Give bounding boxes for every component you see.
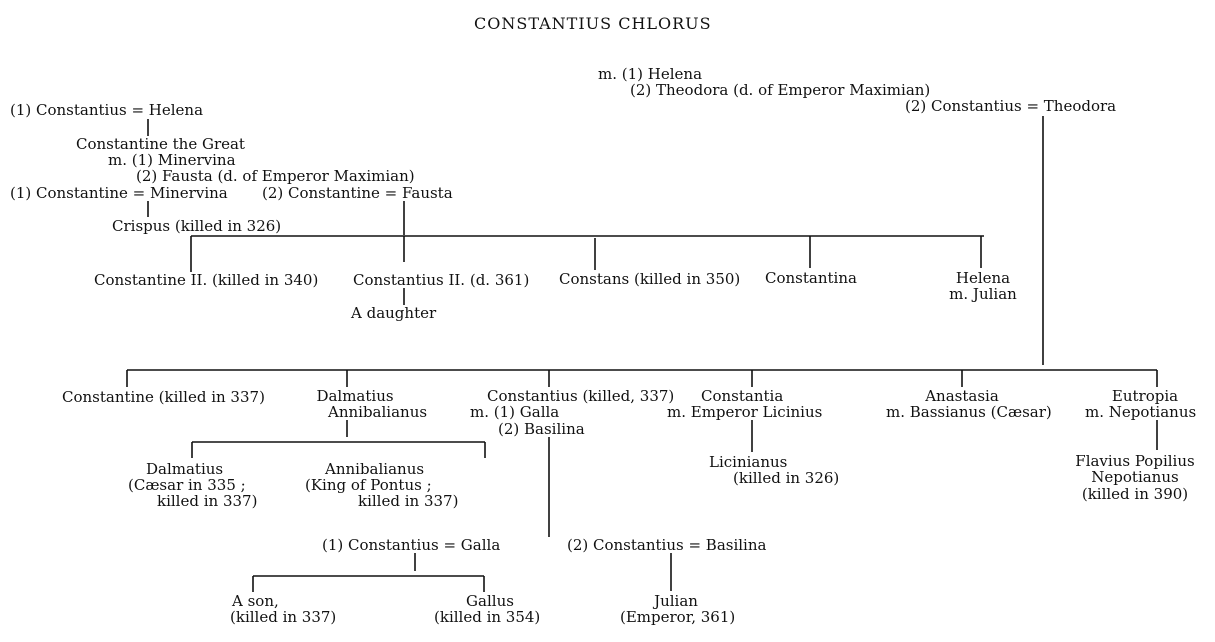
constantine-marriage-2: (2) Fausta (d. of Emperor Maximian) [136, 167, 415, 185]
crispus: Crispus (killed in 326) [112, 217, 282, 235]
nepotianus-note: (killed in 390) [1081, 485, 1189, 503]
a-son-note: (killed in 337) [230, 608, 337, 626]
constantius-ii: Constantius II. (d. 361) [353, 271, 530, 289]
constantine-the-great: Constantine the Great [76, 135, 245, 153]
marriage-1: m. (1) Helena [598, 65, 703, 83]
eutropia-name: Eutropia [1111, 387, 1179, 405]
eutropia-spouse: m. Nepotianus [1085, 403, 1197, 421]
constantine-son-of-theodora: Constantine (killed in 337) [62, 388, 265, 406]
julian-name: Julian [654, 592, 698, 610]
licinianus-name: Licinianus [709, 453, 788, 471]
helena-daughter: Helena [955, 269, 1011, 287]
helena-spouse: m. Julian [949, 285, 1017, 303]
gallus-note: (killed in 354) [434, 608, 541, 626]
couple-constantius-helena: (1) Constantius = Helena [10, 101, 204, 119]
couple-constantius-basilina: (2) Constantius = Basilina [567, 536, 767, 554]
diagram-title: CONSTANTIUS CHLORUS [474, 14, 712, 33]
dalmatius-caesar-note-2: killed in 337) [157, 492, 258, 510]
constantius-son-name: Constantius (killed, 337) [487, 387, 675, 405]
constantia-spouse: m. Emperor Licinius [667, 403, 823, 421]
couple-constantius-theodora: (2) Constantius = Theodora [905, 97, 1117, 115]
anastasia-name: Anastasia [925, 387, 999, 405]
constantius-marriage-1: m. (1) Galla [470, 403, 560, 421]
constantine-marriage-1: m. (1) Minervina [108, 151, 236, 169]
dalmatius-caesar-note-1: (Cæsar in 335 ; [128, 476, 246, 494]
constans: Constans (killed in 350) [559, 270, 741, 288]
nepotianus-name-2: Nepotianus [1091, 468, 1179, 486]
couple-constantine-minervina: (1) Constantine = Minervina [10, 184, 228, 202]
dalmatius-caesar-name: Dalmatius [146, 460, 224, 478]
constantine-ii: Constantine II. (killed in 340) [94, 271, 319, 289]
annibalianus-king-note-1: (King of Pontus ; [305, 476, 432, 494]
julian-note: (Emperor, 361) [620, 608, 736, 626]
licinianus-note: (killed in 326) [733, 469, 840, 487]
constantia-name: Constantia [701, 387, 784, 405]
constantina: Constantina [765, 269, 857, 287]
nepotianus-name-1: Flavius Popilius [1075, 452, 1195, 470]
annibalianus-name: Annibalianus [328, 403, 428, 421]
couple-constantius-galla: (1) Constantius = Galla [322, 536, 501, 554]
a-son-name: A son, [232, 592, 279, 610]
marriage-2: (2) Theodora (d. of Emperor Maximian) [630, 81, 931, 99]
couple-constantine-fausta: (2) Constantine = Fausta [262, 184, 453, 202]
constantius-marriage-2: (2) Basilina [498, 420, 585, 438]
dalmatius-name: Dalmatius [316, 387, 394, 405]
a-daughter: A daughter [351, 304, 437, 322]
gallus-name: Gallus [466, 592, 514, 610]
anastasia-spouse: m. Bassianus (Cæsar) [886, 403, 1052, 421]
annibalianus-king-name: Annibalianus [325, 460, 425, 478]
annibalianus-king-note-2: killed in 337) [358, 492, 459, 510]
